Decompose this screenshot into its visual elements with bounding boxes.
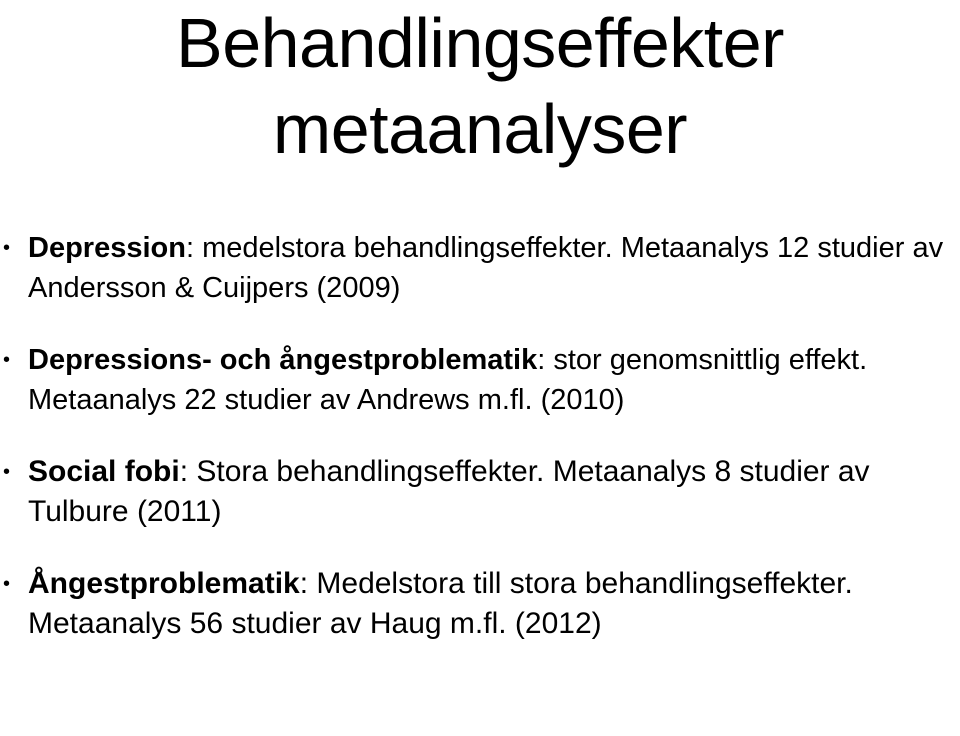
- bullet-text: : Medelstora till stora behandlingseffekter. Metaanalys 56 studier av Haug m.fl. (2012): [28, 567, 853, 640]
- bullet-dot-icon: •: [3, 573, 11, 595]
- bullet-item-anxiety: [0, 564, 960, 644]
- bullet-term: Depression: [28, 232, 186, 264]
- bullet-list: [0, 228, 960, 676]
- bullet-item-depression-anxiety: [0, 340, 960, 420]
- slide-title-line-2: metaanalyser: [272, 90, 688, 168]
- bullet-term: Ångestproblematik: [28, 567, 300, 600]
- slide-title: [0, 0, 960, 172]
- bullet-dot-icon: •: [3, 461, 11, 483]
- bullet-text: : Stora behandlingseffekter. Metaanalys 8 studier av Tulbure (2011): [28, 455, 870, 528]
- bullet-item-social-phobia: [0, 452, 960, 532]
- bullet-dot-icon: •: [3, 349, 11, 371]
- bullet-item-depression: [0, 228, 960, 308]
- bullet-term: Depressions- och ångestproblematik: [28, 344, 538, 376]
- bullet-term: Social fobi: [28, 455, 180, 488]
- slide-title-line-1: Behandlingseffekter: [176, 4, 784, 82]
- bullet-text: : medelstora behandlingseffekter. Metaanalys 12 studier av Andersson & Cuijpers (2009): [28, 232, 944, 304]
- bullet-dot-icon: •: [3, 237, 11, 259]
- bullet-text: : stor genomsnittlig effekt. Metaanalys 22 studier av Andrews m.fl. (2010): [28, 344, 868, 416]
